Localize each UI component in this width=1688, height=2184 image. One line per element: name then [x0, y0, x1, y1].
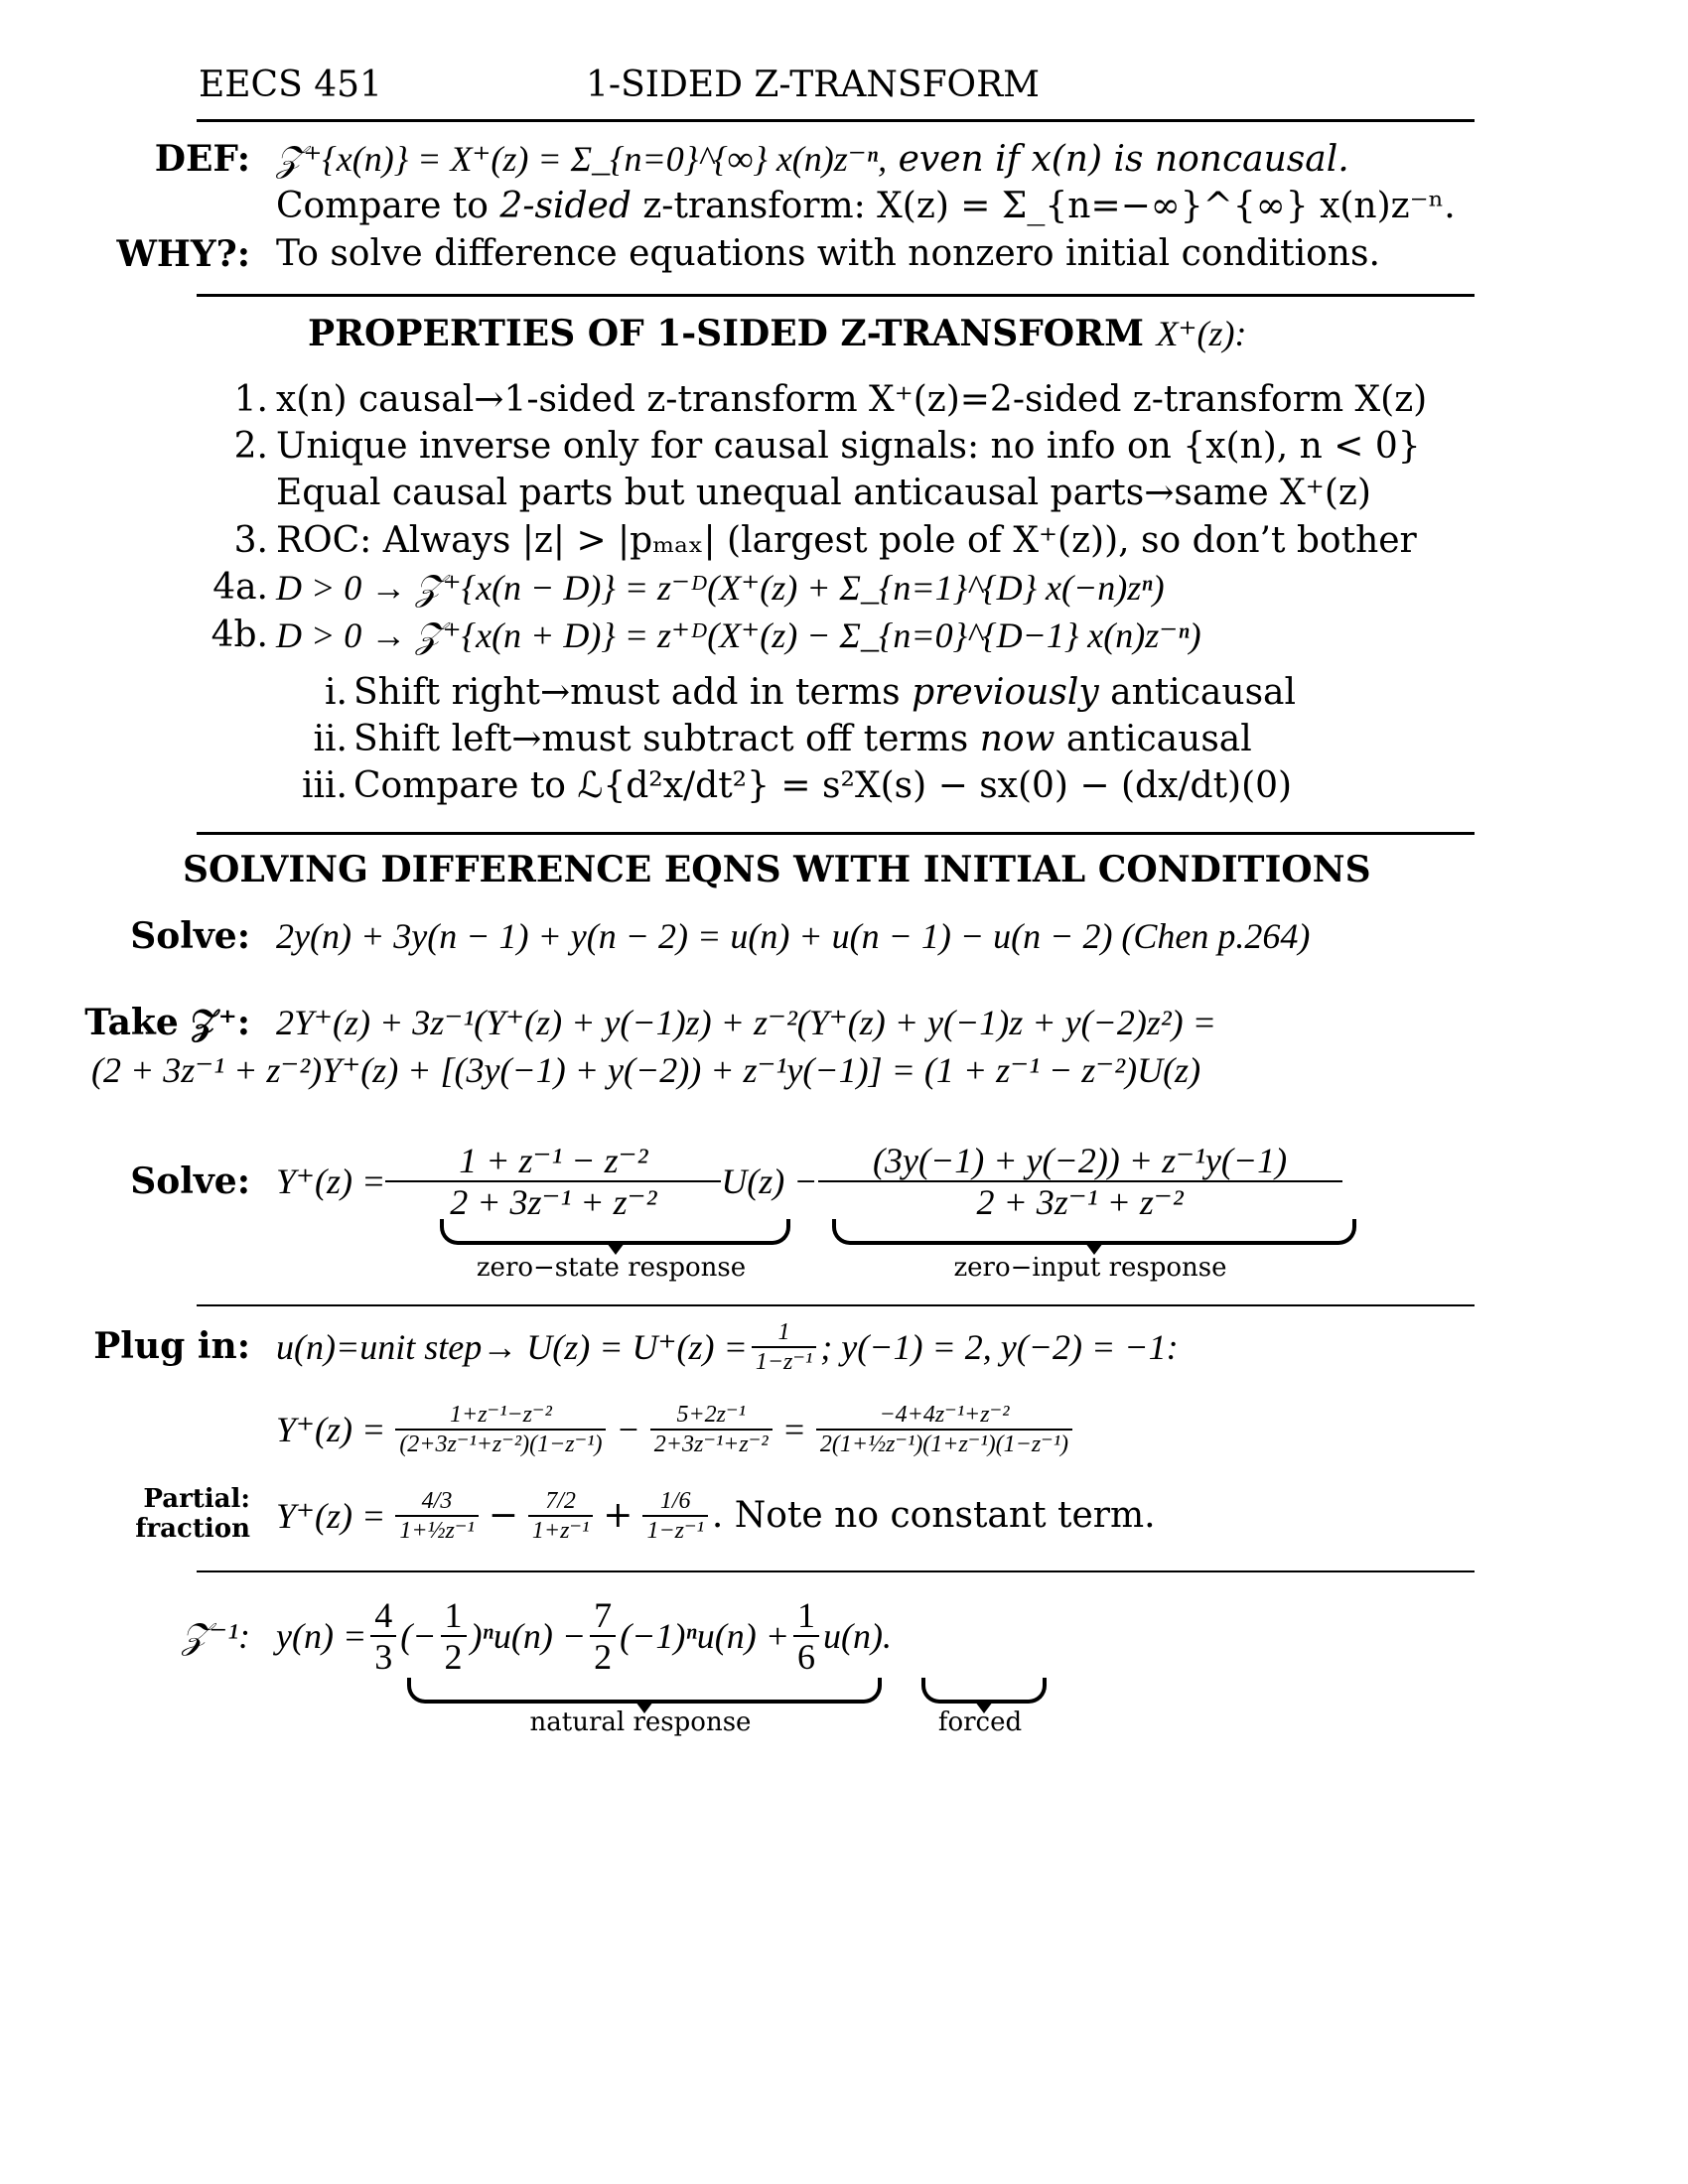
coef-1-2 — [441, 1594, 467, 1677]
sub-item-number: iii. — [302, 765, 348, 806]
u-numerator: 1 — [777, 1319, 790, 1345]
f1-denominator: (2+3z⁻¹+z⁻²)(1−z⁻¹) — [395, 1429, 606, 1456]
partial-label-line2: fraction — [135, 1513, 250, 1544]
c-numerator: 7 — [594, 1594, 613, 1635]
solving-heading: SOLVING DIFFERENCE EQNS WITH INITIAL CONDITIONS — [183, 849, 1371, 890]
intro-divider — [197, 294, 1475, 297]
zi-numerator: (3y(−1) + y(−2)) + z⁻¹y(−1) — [873, 1141, 1288, 1180]
solving-divider — [197, 1304, 1475, 1306]
transform-line-2: (2 + 3z⁻¹ + z⁻²)Y⁺(z) + [(3y(−1) + y(−2)) + z⁻¹y(−1)] = (1 + z⁻¹ − z⁻²)U(z) — [91, 1050, 1201, 1090]
inverse-z-label: 𝒵⁻¹: — [181, 1616, 250, 1656]
item-number: 1. — [233, 379, 268, 420]
a-numerator: 4 — [374, 1594, 393, 1635]
coef-1-6 — [793, 1594, 819, 1677]
plus-sign: + — [603, 1495, 633, 1536]
def-note: even if x(n) is noncausal. — [898, 139, 1349, 180]
inverse-solution — [276, 1588, 892, 1683]
initial-conditions: ; y(−1) = 2, y(−2) = −1: — [820, 1327, 1179, 1367]
header-divider — [197, 119, 1475, 122]
list-item — [199, 473, 1489, 523]
sub-item — [199, 672, 1489, 722]
d-numerator: 1 — [797, 1594, 816, 1635]
zero-input-brace — [832, 1219, 1356, 1245]
compare-line — [276, 186, 1456, 226]
list-item — [199, 567, 1489, 617]
solution-equation — [276, 1132, 1342, 1231]
second-term-tail: (−1)ⁿu(n) + — [620, 1615, 790, 1656]
neg-half-open: (− — [400, 1615, 437, 1656]
item-number: 4b. — [211, 614, 268, 655]
sub-item-text: Compare to ℒ{d²x/dt²} = s²X(s) − sx(0) − (dx/dt)(0) — [353, 765, 1293, 806]
sub-item — [199, 719, 1489, 768]
sub-item-emphasis: previously — [912, 672, 1099, 713]
partial-term-2 — [528, 1489, 593, 1543]
why-label: WHY?: — [116, 233, 250, 275]
partial-lhs: Y⁺(z) = — [276, 1496, 386, 1536]
solve-label: Solve: — [130, 915, 250, 957]
f1-numerator: 1+z⁻¹−z⁻² — [450, 1402, 552, 1428]
solution-lhs: Y⁺(z) = — [276, 1161, 386, 1201]
properties-heading-text: PROPERTIES OF 1-SIDED Z-TRANSFORM — [308, 313, 1144, 354]
partial-term-1 — [395, 1489, 478, 1543]
partial-fraction-expansion — [276, 1481, 1156, 1551]
solve2-label: Solve: — [130, 1160, 250, 1202]
course-code: EECS 451 — [199, 65, 382, 105]
forced-label: forced — [937, 1707, 1023, 1737]
sub-item-number: ii. — [313, 719, 348, 759]
def-label: DEF: — [154, 138, 250, 180]
p2-numerator: 7/2 — [545, 1488, 576, 1514]
compare-prefix: Compare to — [276, 186, 489, 226]
a-denominator: 3 — [370, 1635, 396, 1675]
p1-denominator: 1+½z⁻¹ — [395, 1515, 478, 1543]
first-term-tail: )ⁿu(n) − — [470, 1615, 587, 1656]
plug-in-line — [276, 1312, 1179, 1382]
zero-input-label: zero−input response — [953, 1253, 1227, 1283]
step-transform-fraction — [752, 1320, 816, 1374]
transform-line-1: 2Y⁺(z) + 3z⁻¹(Y⁺(z) + y(−1)z) + z⁻²(Y⁺(z) + y(−1)z + y(−2)z²) = — [276, 1003, 1216, 1042]
take-z-label: Take 𝒵⁺: — [84, 1002, 250, 1043]
p2-denominator: 1+z⁻¹ — [528, 1515, 593, 1543]
plug-in-label: Plug in: — [93, 1325, 250, 1367]
sub-item-tail: anticausal — [1065, 719, 1252, 759]
list-item — [199, 379, 1489, 429]
item-text: ROC: Always |z| > |pₘₐₓ| (largest pole of X⁺(z)), so don’t bother — [276, 520, 1417, 561]
sub-item-emphasis: now — [979, 719, 1055, 759]
b-denominator: 2 — [441, 1635, 467, 1675]
zero-state-fraction — [389, 1143, 717, 1220]
properties-heading-math: X⁺(z): — [1156, 314, 1247, 353]
u-denominator: 1−z⁻¹ — [752, 1346, 816, 1374]
item-number: 3. — [233, 520, 268, 561]
list-item — [199, 426, 1489, 476]
def-formula: 𝒵⁺{x(n)} = X⁺(z) = Σ_{n=0}^{∞} x(n)z⁻ⁿ, — [276, 139, 888, 179]
properties-divider — [197, 832, 1475, 835]
partial-note: . Note no constant term. — [711, 1495, 1156, 1536]
compare-emphasis: 2-sided — [499, 186, 632, 226]
coef-4-3 — [370, 1594, 396, 1677]
zs-denominator: 2 + 3z⁻¹ + z⁻² — [385, 1180, 721, 1220]
y-plus-expansion — [276, 1395, 1082, 1464]
item-number: 4a. — [212, 567, 268, 608]
natural-response-label: natural response — [529, 1707, 752, 1737]
partial-label-line1: Partial: — [143, 1484, 250, 1514]
zero-state-brace — [440, 1219, 790, 1245]
f2-denominator: 2+3z⁻¹+z⁻² — [650, 1429, 773, 1456]
compare-formula: z-transform: X(z) = Σ_{n=−∞}^{∞} x(n)z⁻ⁿ. — [642, 186, 1456, 226]
c-denominator: 2 — [590, 1635, 616, 1675]
fraction-3 — [816, 1403, 1072, 1456]
f3-denominator: 2(1+½z⁻¹)(1+z⁻¹)(1−z⁻¹) — [816, 1429, 1072, 1456]
properties-heading — [308, 313, 1247, 354]
item-text: D > 0 → 𝒵⁺{x(n + D)} = z⁺ᴰ(X⁺(z) − Σ_{n=0}^{D−1} x(n)z⁻ⁿ) — [276, 615, 1201, 655]
sub-item-tail: anticausal — [1110, 672, 1297, 713]
partial-divider — [197, 1570, 1475, 1572]
difference-equation: 2y(n) + 3y(n − 1) + y(n − 2) = u(n) + u(n − 1) − u(n − 2) (Chen p.264) — [276, 916, 1311, 956]
minus-sign: − — [488, 1495, 518, 1536]
p1-numerator: 4/3 — [421, 1488, 453, 1514]
partial-fraction-label — [135, 1485, 250, 1545]
zs-numerator: 1 + z⁻¹ − z⁻² — [459, 1141, 648, 1180]
zs-tail: U(z) − — [721, 1161, 818, 1201]
item-number: 2. — [233, 426, 268, 467]
step-definition: u(n)=unit step→ U(z) = U⁺(z) = — [276, 1327, 748, 1367]
equals-sign: = — [781, 1410, 806, 1449]
b-numerator: 1 — [444, 1594, 463, 1635]
properties-list — [199, 379, 1489, 815]
sub-item-number: i. — [325, 672, 348, 713]
zi-denominator: 2 + 3z⁻¹ + z⁻² — [818, 1180, 1342, 1220]
p3-denominator: 1−z⁻¹ — [642, 1515, 707, 1543]
p3-numerator: 1/6 — [659, 1488, 691, 1514]
item-text: Unique inverse only for causal signals: no info on {x(n), n < 0} — [276, 426, 1421, 467]
page-title: 1-SIDED Z-TRANSFORM — [586, 65, 1041, 105]
natural-response-brace — [407, 1678, 882, 1704]
coef-7-2 — [590, 1594, 616, 1677]
item-text: Equal causal parts but unequal anticausal parts→same X⁺(z) — [276, 473, 1371, 513]
def-statement — [276, 141, 1349, 178]
item-text: x(n) causal→1-sided z-transform X⁺(z)=2-sided z-transform X(z) — [276, 379, 1428, 420]
minus-sign: − — [616, 1410, 640, 1449]
partial-term-3 — [642, 1489, 707, 1543]
inverse-lhs: y(n) = — [276, 1615, 367, 1656]
d-denominator: 6 — [793, 1635, 819, 1675]
fraction-1 — [395, 1403, 606, 1456]
why-text: To solve difference equations with nonzero initial conditions. — [276, 233, 1380, 274]
list-item — [199, 614, 1489, 675]
list-item — [199, 520, 1489, 570]
sub-item-text: Shift left→must subtract off terms — [353, 719, 969, 759]
sub-item-text: Shift right→must add in terms — [353, 672, 901, 713]
item-text: D > 0 → 𝒵⁺{x(n − D)} = z⁻ᴰ(X⁺(z) + Σ_{n=1}^{D} x(−n)zⁿ) — [276, 568, 1165, 608]
zero-input-fraction — [822, 1143, 1338, 1220]
zero-state-label: zero−state response — [476, 1253, 747, 1283]
f2-numerator: 5+2z⁻¹ — [676, 1402, 746, 1428]
fraction-2 — [650, 1403, 773, 1456]
f3-numerator: −4+4z⁻¹+z⁻² — [879, 1402, 1010, 1428]
y-plus-lhs: Y⁺(z) = — [276, 1410, 386, 1449]
forced-response-brace — [921, 1678, 1047, 1704]
sub-item — [199, 765, 1489, 815]
forced-term-tail: u(n). — [823, 1615, 893, 1656]
